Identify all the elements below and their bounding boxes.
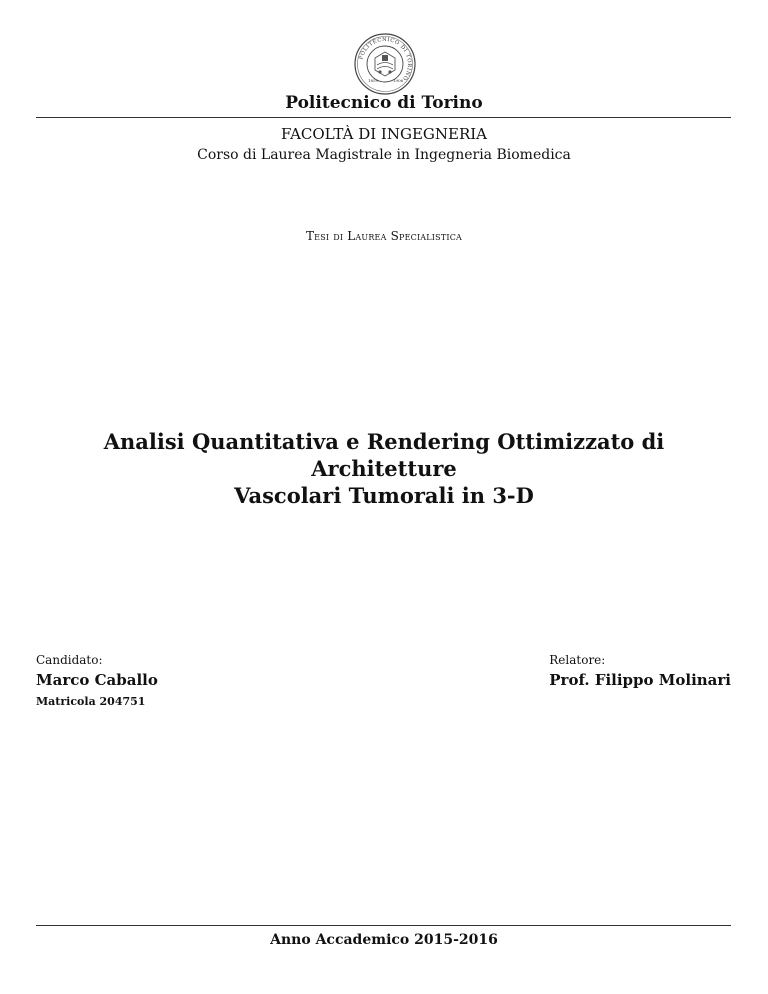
supervisor-block xyxy=(549,653,731,689)
candidate-block xyxy=(36,653,158,708)
faculty-name: FACOLTÀ DI INGEGNERIA xyxy=(280,125,488,143)
thesis-title-line-1: Analisi Quantitativa e Rendering Ottimizzato di Architetture xyxy=(103,429,665,481)
footer-divider xyxy=(36,925,731,926)
candidate-matricola: Matricola 204751 xyxy=(36,695,146,708)
supervisor-label: Relatore: xyxy=(549,653,606,667)
thesis-title xyxy=(30,428,738,509)
svg-text:POLITECNICO DI TORINO: POLITECNICO DI TORINO xyxy=(358,36,413,82)
thesis-title-line-2: Vascolari Tumorali in 3-D xyxy=(234,483,534,508)
supervisor-name: Prof. Filippo Molinari xyxy=(549,671,731,689)
university-seal-icon xyxy=(353,32,417,96)
svg-text:1906: 1906 xyxy=(393,78,404,83)
academic-year: Anno Accademico 2015-2016 xyxy=(270,932,498,948)
thesis-type: Tesi di Laurea Specialistica xyxy=(305,229,463,243)
candidate-name: Marco Caballo xyxy=(36,671,158,689)
svg-text:1859: 1859 xyxy=(368,78,379,83)
header-divider xyxy=(36,117,731,118)
university-name: Politecnico di Torino xyxy=(285,93,483,113)
candidate-label: Candidato: xyxy=(36,653,103,667)
course-name: Corso di Laurea Magistrale in Ingegneria Biomedica xyxy=(197,147,571,163)
